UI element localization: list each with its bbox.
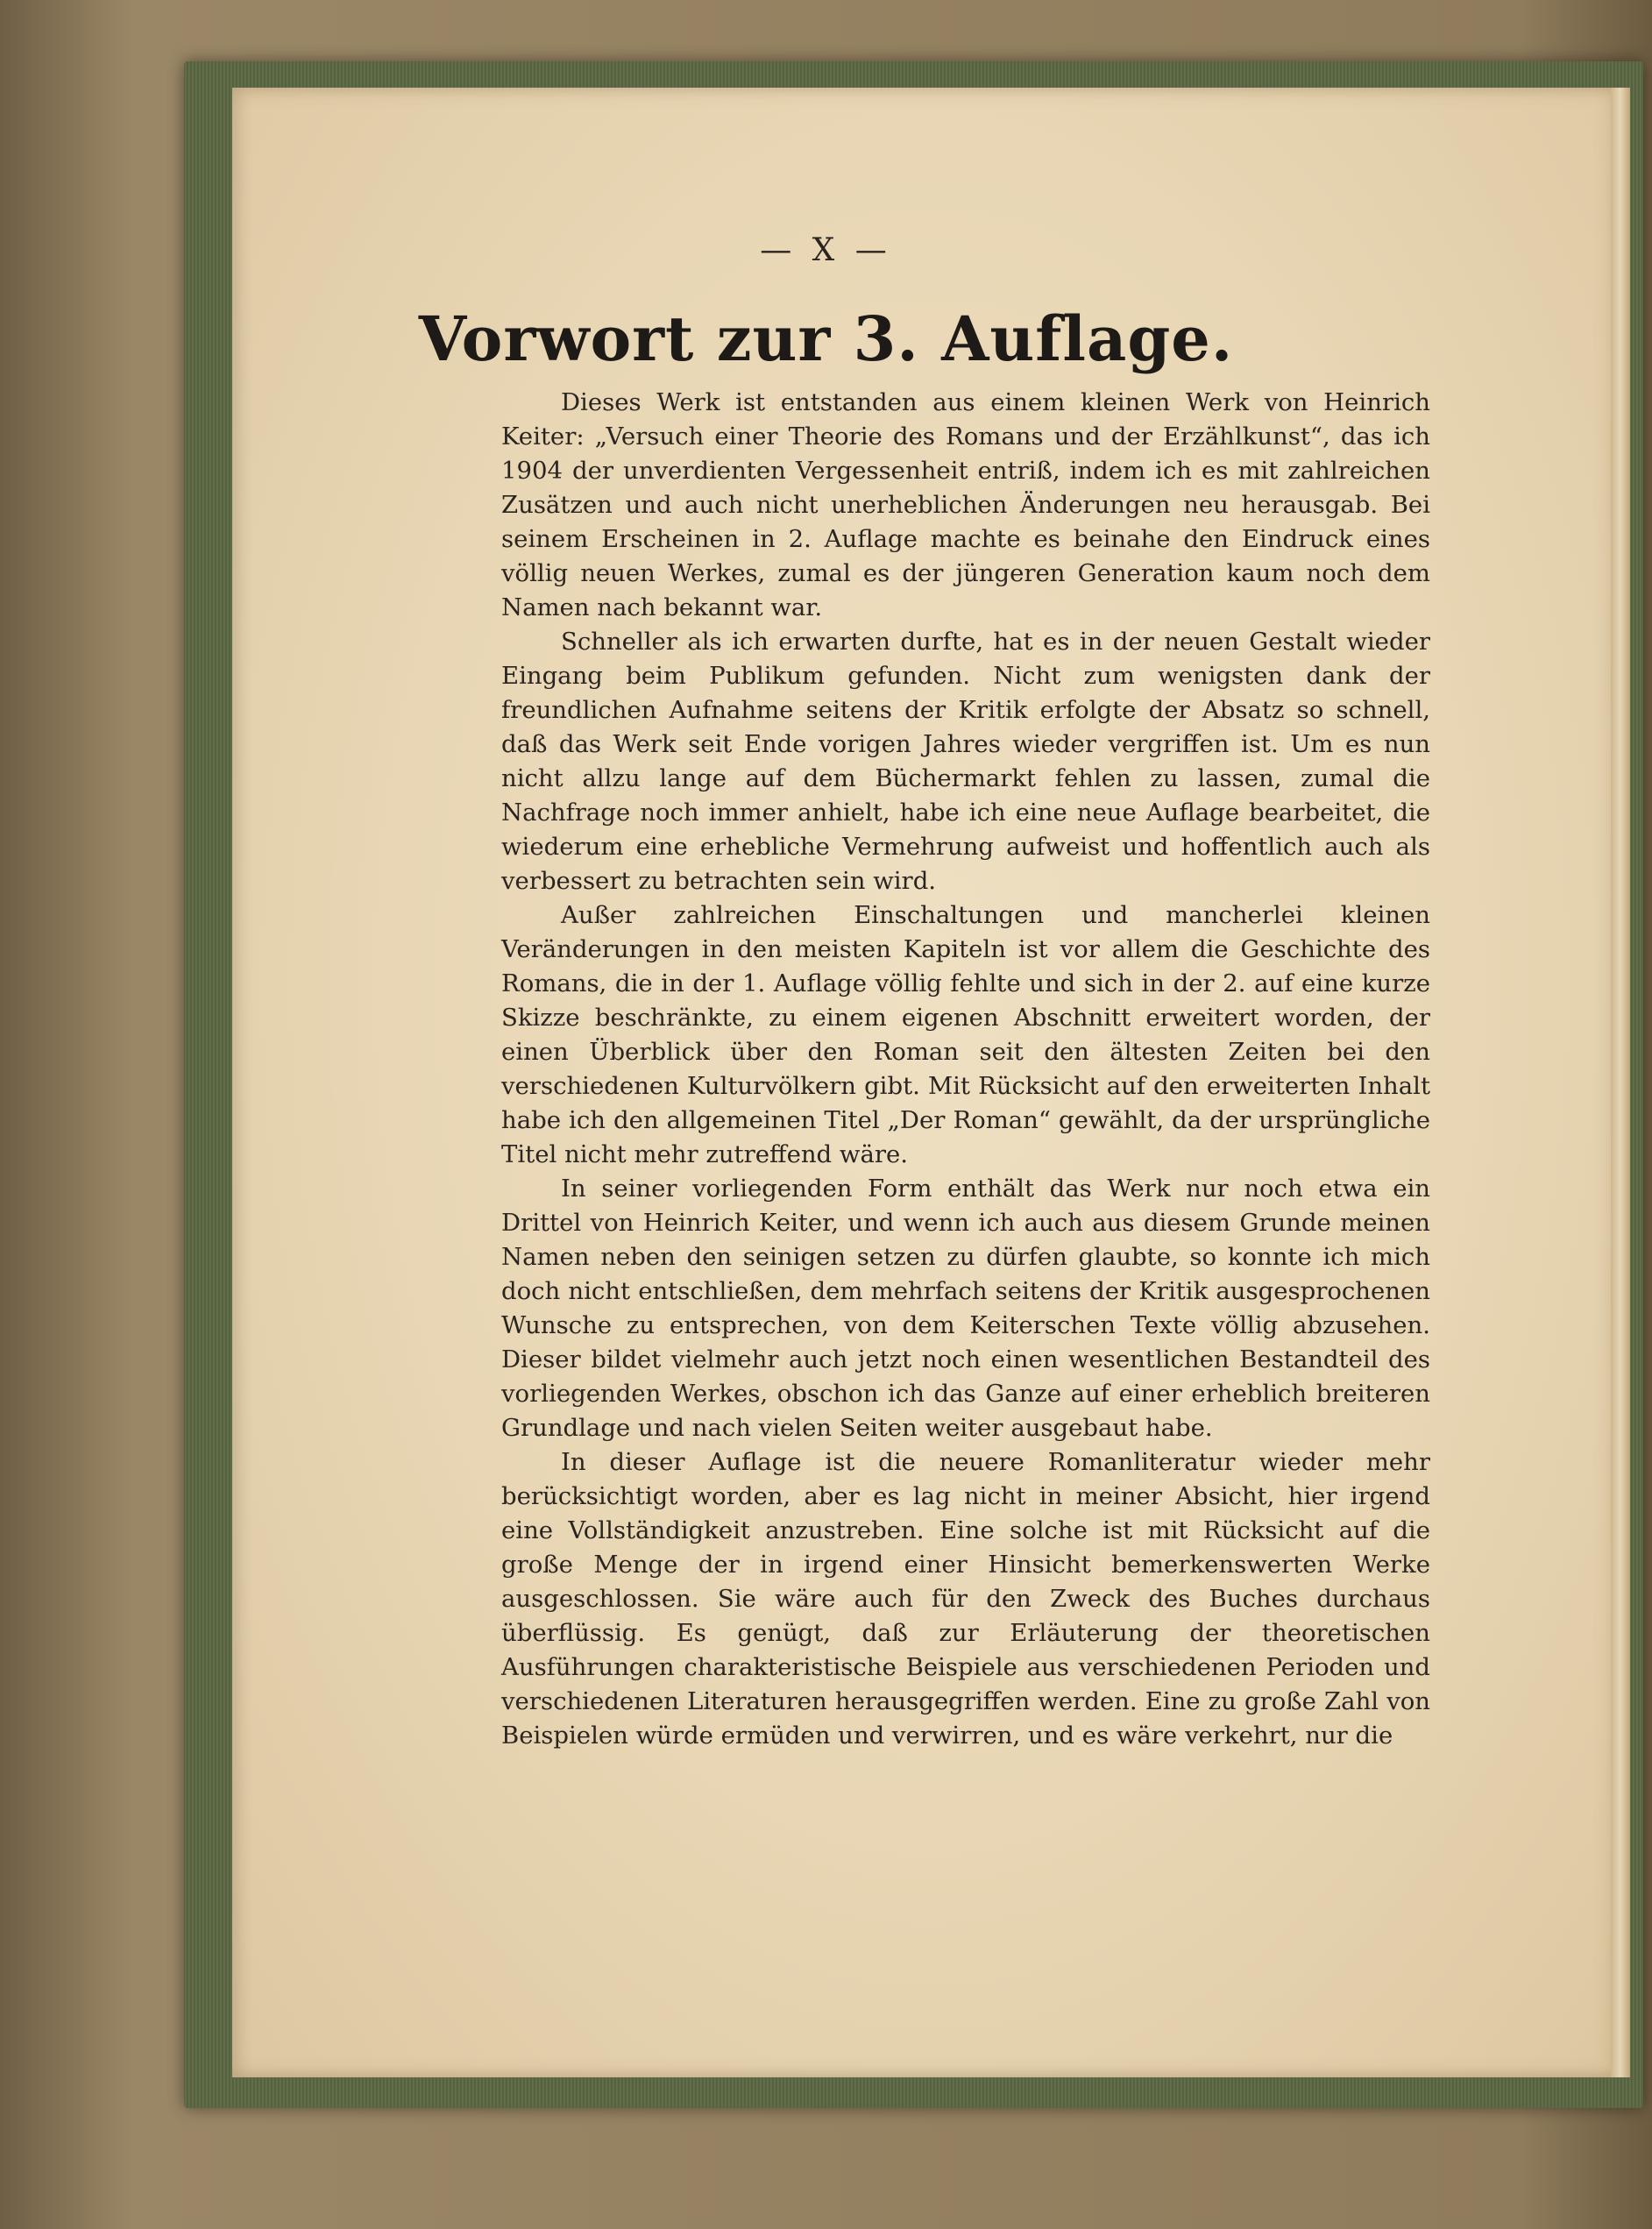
body-text (501, 386, 1430, 1753)
paragraph-2: Schneller als ich erwarten durfte, hat es in der neuen Gestalt wieder Eingang beim Publikum gefunden. Nicht zum wenigsten dank der freundlichen Aufnahme seitens der Kritik erfolgte der Absatz so schnell, daß das Werk seit Ende vorigen Jahres wieder vergriffen ist. Um es nun nicht allzu lange auf dem Büchermarkt fehlen zu lassen, zumal die Nachfrage noch immer anhielt, habe ich eine neue Auflage bearbeitet, die wiederum eine erhebliche Vermehrung aufweist und hoffentlich auch als verbessert zu betrachten sein wird. (501, 628, 1430, 895)
paragraph-1: Dieses Werk ist entstanden aus einem kleinen Werk von Heinrich Keiter: „Versuch einer Theorie des Romans und der Erzählkunst“, das ich 1904 der unverdienten Vergessenheit entriß, indem ich es mit zahlreichen Zusätzen und auch nicht unerheblichen Änderungen neu herausgab. Bei seinem Erscheinen in 2. Auflage machte es beinahe den Eindruck eines völlig neuen Werkes, zumal es der jüngeren Generation kaum noch dem Namen nach bekannt war. (501, 388, 1430, 621)
paragraph-5: In dieser Auflage ist die neuere Romanliteratur wieder mehr berücksichtigt worden, aber es lag nicht in meiner Absicht, hier irgend eine Vollständigkeit anzustreben. Eine solche ist mit Rücksicht auf die große Menge der in irgend einer Hinsicht bemerkenswerten Werke ausgeschlossen. Sie wäre auch für den Zweck des Buches durchaus überflüssig. Es genügt, daß zur Erläuterung der theoretischen Ausführungen charakteristische Beispiele aus verschiedenen Perioden und verschiedenen Literaturen herausgegriffen werden. Eine zu große Zahl von Beispielen würde ermüden und verwirren, und es wäre verkehrt, nur die (501, 1448, 1430, 1750)
page-number: — X — (760, 232, 892, 268)
page-title: Vorwort zur 3. Auflage. (418, 302, 1234, 375)
paragraph-3: Außer zahlreichen Einschaltungen und mancherlei kleinen Veränderungen in den meisten Kapiteln ist vor allem die Geschichte des Romans, die in der 1. Auflage völlig fehlte und sich in der 2. auf eine kurze Skizze beschränkte, zu einem eigenen Abschnitt erweitert worden, der einen Überblick über den Roman seit den ältesten Zeiten bei den verschiedenen Kulturvölkern gibt. Mit Rücksicht auf den erweiterten Inhalt habe ich den allgemeinen Titel „Der Roman“ gewählt, da der ursprüngliche Titel nicht mehr zutreffend wäre. (501, 901, 1430, 1168)
page-edge (1611, 88, 1630, 2077)
paragraph-4: In seiner vorliegenden Form enthält das Werk nur noch etwa ein Drittel von Heinrich Keiter, und wenn ich auch aus diesem Grunde meinen Namen neben den seinigen setzen zu dürfen glaubte, so konnte ich mich doch nicht entschließen, dem mehrfach seitens der Kritik ausgesprochenen Wunsche zu entsprechen, von dem Keiterschen Texte völlig abzusehen. Dieser bildet vielmehr auch jetzt noch einen wesentlichen Bestandteil des vorliegenden Werkes, obschon ich das Ganze auf einer erheblich breiteren Grundlage und nach vielen Seiten weiter ausgebaut habe. (501, 1175, 1430, 1442)
